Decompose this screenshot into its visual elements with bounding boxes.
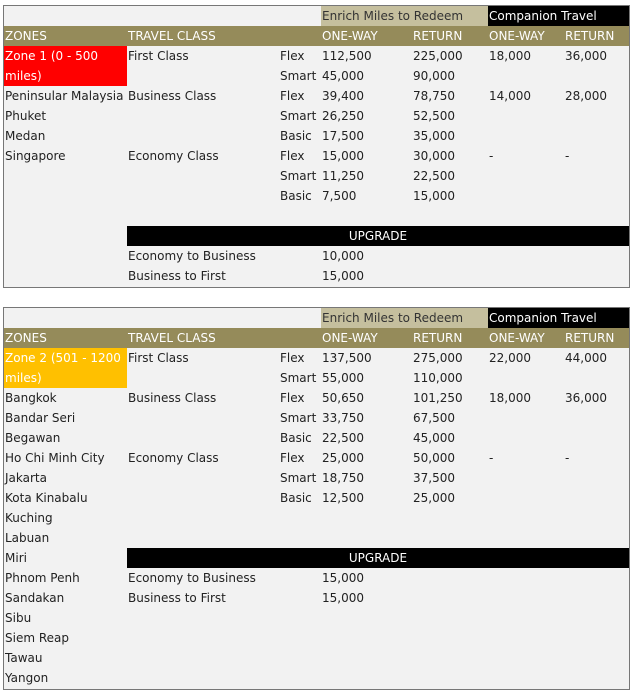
travel-class-cell <box>127 186 277 206</box>
companion-oneway-cell: 18,000 <box>489 391 531 405</box>
col-enrich-oneway: ONE-WAY <box>322 331 378 345</box>
destination-item: Kuching <box>5 511 53 525</box>
upgrade-label: Business to First <box>128 591 226 605</box>
zone2-table <box>3 307 630 690</box>
destination-item: Kota Kinabalu <box>5 491 88 505</box>
companion-return-cell <box>564 368 629 388</box>
upgrade-label: Economy to Business <box>128 249 256 263</box>
enrich-oneway-cell: 45,000 <box>322 69 364 83</box>
companion-return-cell <box>564 488 629 508</box>
fare-type-cell: Flex <box>280 89 305 103</box>
destination-item: Labuan <box>5 531 50 545</box>
destination-item: Sibu <box>5 611 32 625</box>
fare-type-cell: Smart <box>280 69 317 83</box>
enrich-oneway-cell: 17,500 <box>322 129 364 143</box>
companion-oneway-cell <box>488 468 564 488</box>
companion-return-cell <box>564 166 629 186</box>
enrich-return-cell: 30,000 <box>413 149 455 163</box>
enrich-oneway-cell: 11,250 <box>322 169 364 183</box>
fare-type-cell: Flex <box>280 149 305 163</box>
enrich-return-cell: 101,250 <box>413 391 463 405</box>
enrich-return-cell: 15,000 <box>413 189 455 203</box>
fare-type-cell: Smart <box>280 109 317 123</box>
companion-return-cell <box>564 408 629 428</box>
companion-oneway-cell <box>488 408 564 428</box>
fare-type-cell: Basic <box>280 431 312 445</box>
col-travel-class: TRAVEL CLASS <box>128 331 216 345</box>
enrich-return-cell: 110,000 <box>413 371 463 385</box>
enrich-oneway-cell: 25,000 <box>322 451 364 465</box>
travel-class-cell <box>127 66 277 86</box>
companion-travel-header: Companion Travel <box>488 308 629 328</box>
enrich-oneway-cell: 15,000 <box>322 149 364 163</box>
destination-item: Ho Chi Minh City <box>5 451 105 465</box>
destination-item: Medan <box>5 129 46 143</box>
companion-return-cell: - <box>565 149 570 163</box>
destination-item: Jakarta <box>5 471 47 485</box>
travel-class-cell: Business Class <box>128 89 217 103</box>
destination-item: Bangkok <box>5 391 57 405</box>
travel-class-cell: Economy Class <box>128 149 219 163</box>
companion-oneway-cell: - <box>489 451 494 465</box>
companion-oneway-cell <box>488 368 564 388</box>
companion-oneway-cell: 22,000 <box>489 351 531 365</box>
destination-item: Siem Reap <box>5 631 69 645</box>
enrich-oneway-cell: 112,500 <box>322 49 372 63</box>
companion-return-cell <box>564 126 629 146</box>
enrich-oneway-cell: 33,750 <box>322 411 364 425</box>
companion-return-cell: 36,000 <box>565 49 607 63</box>
travel-class-cell <box>127 428 277 448</box>
fare-type-cell: Smart <box>280 371 317 385</box>
col-zones: ZONES <box>5 29 47 43</box>
col-companion-return: RETURN <box>565 331 615 345</box>
destination-item: Begawan <box>5 431 61 445</box>
zone1-table <box>3 5 630 288</box>
destination-item: Yangon <box>5 671 49 685</box>
fare-type-cell: Smart <box>280 471 317 485</box>
col-travel-class: TRAVEL CLASS <box>128 29 216 43</box>
enrich-oneway-cell: 39,400 <box>322 89 364 103</box>
enrich-return-cell: 25,000 <box>413 491 455 505</box>
upgrade-header: UPGRADE <box>127 226 629 246</box>
enrich-miles-header: Enrich Miles to Redeem <box>321 6 488 26</box>
fare-type-cell: Smart <box>280 411 317 425</box>
upgrade-header: UPGRADE <box>127 548 629 568</box>
enrich-return-cell: 67,500 <box>413 411 455 425</box>
destination-item: Phnom Penh <box>5 571 80 585</box>
travel-class-cell <box>127 368 277 388</box>
col-companion-return: RETURN <box>565 29 615 43</box>
companion-oneway-cell: 14,000 <box>489 89 531 103</box>
companion-oneway-cell <box>488 186 564 206</box>
col-enrich-return: RETURN <box>413 331 463 345</box>
enrich-oneway-cell: 18,750 <box>322 471 364 485</box>
companion-return-cell: 44,000 <box>565 351 607 365</box>
enrich-return-cell: 22,500 <box>413 169 455 183</box>
enrich-oneway-cell: 26,250 <box>322 109 364 123</box>
companion-return-cell <box>564 106 629 126</box>
companion-oneway-cell <box>488 488 564 508</box>
companion-travel-header: Companion Travel <box>488 6 629 26</box>
companion-oneway-cell: - <box>489 149 494 163</box>
travel-class-cell <box>127 468 277 488</box>
enrich-oneway-cell: 55,000 <box>322 371 364 385</box>
enrich-oneway-cell: 12,500 <box>322 491 364 505</box>
companion-oneway-cell <box>488 428 564 448</box>
zone2-label: Zone 2 (501 - 1200 miles) <box>4 348 127 388</box>
destination-item: Miri <box>5 551 27 565</box>
upgrade-value: 15,000 <box>322 269 364 283</box>
enrich-return-cell: 90,000 <box>413 69 455 83</box>
col-companion-oneway: ONE-WAY <box>489 331 545 345</box>
enrich-return-cell: 275,000 <box>413 351 463 365</box>
col-companion-oneway: ONE-WAY <box>489 29 545 43</box>
col-zones: ZONES <box>5 331 47 345</box>
enrich-return-cell: 35,000 <box>413 129 455 143</box>
col-enrich-return: RETURN <box>413 29 463 43</box>
destination-item: Peninsular Malaysia <box>5 89 124 103</box>
fare-type-cell: Flex <box>280 451 305 465</box>
travel-class-cell <box>127 488 277 508</box>
fare-type-cell: Basic <box>280 189 312 203</box>
companion-return-cell <box>564 428 629 448</box>
companion-oneway-cell <box>488 106 564 126</box>
enrich-return-cell: 45,000 <box>413 431 455 445</box>
travel-class-cell: Economy Class <box>128 451 219 465</box>
fare-type-cell: Smart <box>280 169 317 183</box>
enrich-miles-header: Enrich Miles to Redeem <box>321 308 488 328</box>
travel-class-cell <box>127 166 277 186</box>
fare-type-cell: Basic <box>280 491 312 505</box>
enrich-oneway-cell: 7,500 <box>322 189 357 203</box>
companion-return-cell <box>564 66 629 86</box>
upgrade-label: Economy to Business <box>128 571 256 585</box>
enrich-oneway-cell: 22,500 <box>322 431 364 445</box>
upgrade-value: 10,000 <box>322 249 364 263</box>
upgrade-label: Business to First <box>128 269 226 283</box>
enrich-return-cell: 52,500 <box>413 109 455 123</box>
upgrade-value: 15,000 <box>322 571 364 585</box>
destination-item: Phuket <box>5 109 47 123</box>
fare-type-cell: Flex <box>280 49 305 63</box>
destination-item: Singapore <box>5 149 66 163</box>
companion-oneway-cell: 18,000 <box>489 49 531 63</box>
fare-type-cell: Flex <box>280 351 305 365</box>
enrich-oneway-cell: 50,650 <box>322 391 364 405</box>
zone1-label: Zone 1 (0 - 500 miles) <box>4 46 127 86</box>
companion-return-cell <box>564 186 629 206</box>
companion-return-cell: - <box>565 451 570 465</box>
destination-item: Sandakan <box>5 591 65 605</box>
companion-return-cell <box>564 468 629 488</box>
companion-oneway-cell <box>488 66 564 86</box>
companion-return-cell: 36,000 <box>565 391 607 405</box>
companion-oneway-cell <box>488 126 564 146</box>
destination-item: Tawau <box>5 651 43 665</box>
fare-type-cell: Flex <box>280 391 305 405</box>
companion-oneway-cell <box>488 166 564 186</box>
travel-class-cell <box>127 408 277 428</box>
enrich-return-cell: 225,000 <box>413 49 463 63</box>
enrich-return-cell: 50,000 <box>413 451 455 465</box>
travel-class-cell: Business Class <box>128 391 217 405</box>
travel-class-cell <box>127 106 277 126</box>
enrich-oneway-cell: 137,500 <box>322 351 372 365</box>
travel-class-cell: First Class <box>128 49 189 63</box>
travel-class-cell: First Class <box>128 351 189 365</box>
col-enrich-oneway: ONE-WAY <box>322 29 378 43</box>
fare-type-cell: Basic <box>280 129 312 143</box>
upgrade-value: 15,000 <box>322 591 364 605</box>
destination-item: Bandar Seri <box>5 411 76 425</box>
enrich-return-cell: 78,750 <box>413 89 455 103</box>
enrich-return-cell: 37,500 <box>413 471 455 485</box>
travel-class-cell <box>127 126 277 146</box>
companion-return-cell: 28,000 <box>565 89 607 103</box>
